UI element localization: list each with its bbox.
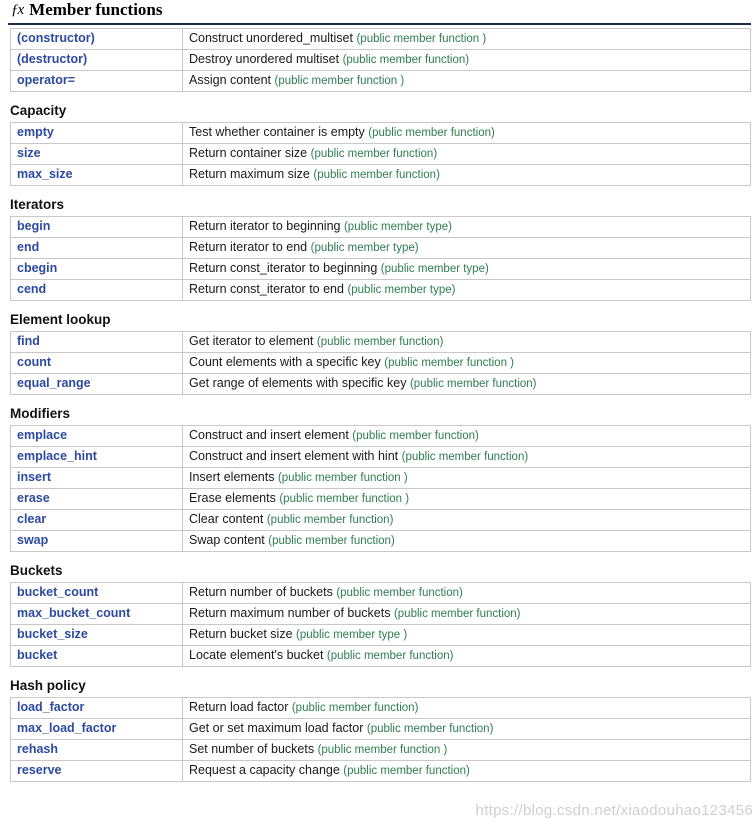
member-description-cell	[183, 582, 751, 603]
member-kind-text: (public member function)	[401, 451, 529, 464]
table-row	[11, 645, 751, 666]
member-kind-text: (public member function)	[268, 535, 395, 548]
member-description-text: Count elements with a specific key	[189, 355, 381, 370]
member-description-text: Return const_iterator to end	[189, 282, 344, 297]
member-name-cell[interactable]	[11, 645, 183, 666]
member-description-cell	[183, 216, 751, 237]
member-name-link[interactable]: cbegin	[17, 261, 58, 276]
member-description-cell	[183, 488, 751, 509]
member-name-cell[interactable]	[11, 373, 183, 394]
member-kind-text: (public member type)	[310, 242, 419, 255]
member-description-text: Return iterator to beginning	[189, 219, 341, 234]
member-description-text: Return iterator to end	[189, 240, 308, 255]
section-title: Hash policy	[10, 677, 86, 693]
member-name-cell[interactable]	[11, 28, 183, 49]
member-description-cell	[183, 258, 751, 279]
member-name-link[interactable]: bucket_size	[17, 627, 88, 642]
member-kind-text: (public member function )	[384, 357, 514, 370]
member-description-cell	[183, 164, 751, 185]
table-row	[11, 70, 751, 91]
member-description-cell	[183, 603, 751, 624]
member-name-cell[interactable]	[11, 70, 183, 91]
member-description-cell	[183, 373, 751, 394]
member-name-cell[interactable]	[11, 258, 183, 279]
member-name-link[interactable]: empty	[17, 125, 54, 140]
member-description-cell	[183, 70, 751, 91]
table-row	[11, 237, 751, 258]
member-name-link[interactable]: emplace_hint	[17, 449, 97, 464]
member-kind-text: (public member type)	[347, 284, 456, 297]
member-name-cell[interactable]	[11, 509, 183, 530]
member-description-cell	[183, 122, 751, 143]
member-description-text: Return bucket size	[189, 627, 293, 642]
member-name-cell[interactable]	[11, 697, 183, 718]
member-name-link[interactable]: size	[17, 146, 41, 161]
sections-container	[8, 28, 751, 782]
member-name-link[interactable]: (constructor)	[17, 31, 95, 46]
member-kind-text: (public member function)	[336, 587, 463, 600]
member-function-table	[10, 216, 751, 301]
member-name-cell[interactable]	[11, 624, 183, 645]
table-row	[11, 509, 751, 530]
member-kind-text: (public member function)	[393, 608, 521, 621]
section-title: Element lookup	[10, 311, 111, 327]
member-name-cell[interactable]	[11, 164, 183, 185]
table-row	[11, 446, 751, 467]
member-description-cell	[183, 279, 751, 300]
section-title: Iterators	[10, 196, 65, 212]
member-name-cell[interactable]	[11, 530, 183, 551]
table-row	[11, 373, 751, 394]
member-description-cell	[183, 467, 751, 488]
member-kind-text: (public member function )	[277, 472, 408, 485]
member-kind-text: (public member function)	[352, 430, 479, 443]
table-row	[11, 164, 751, 185]
member-name-cell[interactable]	[11, 446, 183, 467]
table-row	[11, 143, 751, 164]
member-description-text: Return load factor	[189, 700, 289, 715]
table-row	[11, 582, 751, 603]
member-name-cell[interactable]	[11, 331, 183, 352]
member-description-cell	[183, 143, 751, 164]
member-description-cell	[183, 760, 751, 781]
member-name-cell[interactable]	[11, 122, 183, 143]
member-description-text: Clear content	[189, 512, 264, 527]
member-name-cell[interactable]	[11, 739, 183, 760]
member-name-cell[interactable]	[11, 718, 183, 739]
member-description-text: Erase elements	[189, 491, 276, 506]
member-name-link[interactable]: operator=	[17, 73, 76, 88]
member-name-link[interactable]: end	[17, 240, 40, 255]
table-row	[11, 739, 751, 760]
member-description-text: Get range of elements with specific key	[189, 376, 407, 391]
member-description-text: Return maximum number of buckets	[189, 606, 391, 621]
member-name-cell[interactable]	[11, 582, 183, 603]
member-kind-text: (public member type)	[380, 263, 489, 276]
member-description-cell	[183, 624, 751, 645]
member-description-cell	[183, 509, 751, 530]
member-name-link[interactable]: insert	[17, 470, 52, 485]
member-description-cell	[183, 352, 751, 373]
member-name-link[interactable]: equal_range	[17, 376, 91, 391]
table-row	[11, 697, 751, 718]
member-kind-text: (public member function )	[279, 493, 410, 506]
table-row	[11, 425, 751, 446]
member-description-text: Construct unordered_multiset	[189, 31, 353, 46]
member-name-link[interactable]: erase	[17, 491, 50, 506]
member-description-text: Set number of buckets	[189, 742, 315, 757]
table-row	[11, 530, 751, 551]
watermark: https://blog.csdn.net/xiaodouhao123456	[475, 802, 753, 819]
member-name-link[interactable]: clear	[17, 512, 47, 527]
member-name-link[interactable]: find	[17, 334, 40, 349]
member-description-text: Return container size	[189, 146, 308, 161]
fx-icon: ƒx	[11, 1, 24, 18]
member-name-cell[interactable]	[11, 467, 183, 488]
table-row	[11, 122, 751, 143]
table-row	[11, 488, 751, 509]
member-name-cell[interactable]	[11, 143, 183, 164]
member-description-cell	[183, 446, 751, 467]
member-name-link[interactable]: max_size	[17, 167, 73, 182]
member-function-table	[10, 425, 751, 552]
member-description-cell	[183, 237, 751, 258]
member-description-cell	[183, 645, 751, 666]
member-function-table	[10, 28, 751, 92]
member-name-link[interactable]: load_factor	[17, 700, 85, 715]
member-description-text: Return maximum size	[189, 167, 310, 182]
member-name-link[interactable]: bucket_count	[17, 585, 99, 600]
member-kind-text: (public member type )	[296, 629, 408, 642]
member-description-text: Get or set maximum load factor	[189, 721, 364, 736]
member-name-cell[interactable]	[11, 425, 183, 446]
table-row	[11, 467, 751, 488]
member-function-table	[10, 122, 751, 186]
member-name-cell[interactable]	[11, 760, 183, 781]
table-row	[11, 760, 751, 781]
member-name-link[interactable]: rehash	[17, 742, 58, 757]
member-kind-text: (public member function)	[313, 169, 440, 182]
member-description-cell	[183, 530, 751, 551]
member-function-table	[10, 697, 751, 782]
member-kind-text: (public member function)	[409, 378, 537, 391]
member-description-text: Construct and insert element	[189, 428, 349, 443]
member-name-link[interactable]: max_bucket_count	[17, 606, 131, 621]
member-name-link[interactable]: (destructor)	[17, 52, 88, 67]
member-description-text: Assign content	[189, 73, 271, 88]
table-row	[11, 624, 751, 645]
table-row	[11, 331, 751, 352]
member-description-text: Test whether container is empty	[189, 125, 365, 140]
member-description-text: Locate element's bucket	[189, 648, 324, 663]
table-row	[11, 49, 751, 70]
member-name-link[interactable]: begin	[17, 219, 51, 234]
member-kind-text: (public member function )	[356, 33, 487, 46]
member-description-text: Destroy unordered multiset	[189, 52, 340, 67]
member-description-cell	[183, 697, 751, 718]
member-description-cell	[183, 331, 751, 352]
member-function-table	[10, 582, 751, 667]
member-description-text: Return const_iterator to beginning	[189, 261, 378, 276]
member-function-table	[10, 331, 751, 395]
member-name-cell[interactable]	[11, 216, 183, 237]
member-kind-text: (public member function )	[317, 744, 448, 757]
table-row	[11, 258, 751, 279]
section-title: Buckets	[10, 562, 63, 578]
member-name-link[interactable]: swap	[17, 533, 49, 548]
table-row	[11, 216, 751, 237]
member-name-link[interactable]: reserve	[17, 763, 62, 778]
member-name-link[interactable]: max_load_factor	[17, 721, 117, 736]
member-kind-text: (public member function)	[343, 765, 470, 778]
table-row	[11, 352, 751, 373]
member-description-text: Swap content	[189, 533, 265, 548]
member-name-cell[interactable]	[11, 352, 183, 373]
section-title: Capacity	[10, 102, 67, 118]
member-description-text: Request a capacity change	[189, 763, 340, 778]
member-kind-text: (public member function)	[326, 650, 454, 663]
section-title: Modifiers	[10, 405, 71, 421]
member-name-cell[interactable]	[11, 488, 183, 509]
member-name-link[interactable]: cend	[17, 282, 47, 297]
member-kind-text: (public member function)	[342, 54, 470, 67]
member-description-cell	[183, 49, 751, 70]
page-header	[8, 0, 751, 25]
member-description-cell	[183, 718, 751, 739]
member-description-text: Return number of buckets	[189, 585, 333, 600]
member-kind-text: (public member function)	[291, 702, 419, 715]
member-name-link[interactable]: bucket	[17, 648, 58, 663]
member-description-cell	[183, 739, 751, 760]
member-name-link[interactable]: count	[17, 355, 52, 370]
table-row	[11, 603, 751, 624]
table-row	[11, 718, 751, 739]
member-description-cell	[183, 425, 751, 446]
member-description-cell	[183, 28, 751, 49]
member-kind-text: (public member type)	[343, 221, 452, 234]
member-kind-text: (public member function)	[266, 514, 394, 527]
table-row	[11, 279, 751, 300]
table-row	[11, 28, 751, 49]
member-description-text: Insert elements	[189, 470, 275, 485]
member-name-cell[interactable]	[11, 279, 183, 300]
member-name-cell[interactable]	[11, 49, 183, 70]
member-kind-text: (public member function)	[316, 336, 444, 349]
member-kind-text: (public member function)	[310, 148, 438, 161]
member-kind-text: (public member function)	[366, 723, 494, 736]
member-name-cell[interactable]	[11, 603, 183, 624]
member-description-text: Construct and insert element with hint	[189, 449, 399, 464]
member-kind-text: (public member function )	[274, 75, 405, 88]
member-name-cell[interactable]	[11, 237, 183, 258]
member-description-text: Get iterator to element	[189, 334, 314, 349]
page-title: Member functions	[29, 0, 163, 19]
member-kind-text: (public member function)	[368, 127, 495, 140]
member-name-link[interactable]: emplace	[17, 428, 68, 443]
